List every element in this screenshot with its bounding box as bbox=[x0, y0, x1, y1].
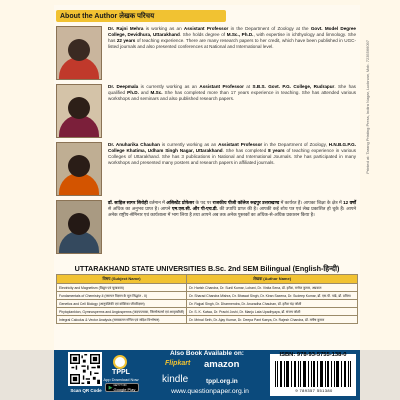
author-block-3 bbox=[56, 142, 356, 196]
barcode-number: 9 789357 551380 bbox=[295, 388, 333, 393]
table-row bbox=[57, 284, 358, 292]
kindle-logo[interactable]: kindle bbox=[162, 374, 189, 385]
author-photo-2 bbox=[56, 84, 102, 138]
tppl-logo-icon bbox=[113, 355, 127, 369]
author-cell: Dr. Harish Chandra, Dr. Sunil Kumar, Lohani, Dr. Vinita Sena, डॉ. हरीश, मनोज कुमार, अग्रवाल bbox=[187, 284, 358, 292]
university-series-title: UTTARAKHAND STATE UNIVERSITIES B.Sc. 2nd SEM Bilingual (English-हिन्दी) bbox=[74, 264, 340, 273]
portrait-head bbox=[68, 155, 90, 177]
author-photo-3 bbox=[56, 142, 102, 196]
about-author-header bbox=[56, 10, 226, 22]
google-play-text: GET IT ON Google Play bbox=[113, 383, 136, 392]
author-bio-2: Dr. Deepmala is currently working as an Assistant Professor at S.B.S. Govt. P.G. College, Rudrapur. She has qualified Ph.D. and M.Sc. She has completed more than 17 years experience in teaching. She has attended various workshops and seminars and also published research papers. bbox=[108, 84, 357, 101]
printer-info: Printed at: Tarang Printing Press, Indira Nagar, Lucknow, Mob. 7235566097 bbox=[365, 40, 370, 174]
qr-label: Scan QR Code bbox=[70, 388, 102, 393]
subject-author-table bbox=[56, 274, 358, 324]
author-photo-1 bbox=[56, 26, 102, 80]
table-row bbox=[57, 316, 358, 324]
google-play-badge[interactable] bbox=[105, 383, 139, 392]
app-download-label: App Download Now bbox=[103, 377, 139, 382]
author-cell: Dr. Rajpal Singh, Dr. Dharmendra, Dr. Anuradha Chauhan, डॉ. हरीश चंद्र जोशी bbox=[187, 300, 358, 308]
subject-column-header: विषय (Subject Name) bbox=[57, 275, 187, 284]
flipkart-logo[interactable]: Flipkart bbox=[165, 360, 191, 367]
tppl-brand: TPPL bbox=[112, 369, 130, 376]
about-author-label: About the Author लेखक परिचय bbox=[60, 12, 155, 20]
author-bio-1: Dr. Rajni Mehra is working as an Assistant Professor in the Department of Zoology at the Govt. Model Degree College, Devidhura, Uttarakhand. She holds degree of M.Sc., Ph.D., with expertise in ichthyology and limnology. She has 22 years of teaching experience. There are many research papers to her credit, which have been published in UGC-listed journals and also presented conferences at National and International level. bbox=[108, 26, 356, 49]
author-block-4 bbox=[56, 200, 356, 254]
portrait-head bbox=[68, 97, 90, 119]
subject-cell: Genetics and Cell Biology (आनुवंशिकी एवं कोशिका जीवविज्ञान) bbox=[57, 300, 187, 308]
author-cell: Dr. S. K. Kaiwa, Dr. Prachi Joshi, Dr. Manju Lata Upadhyaya, डॉ. संजय जोशी bbox=[187, 308, 358, 316]
also-available-heading: Also Book Available on: bbox=[170, 350, 244, 357]
author-cell: Dr. Mrinal Seth, Dr. Ajay Kumar, Dr. Deepa Pant Kaeya, Dr. Rajesh Chandra, डॉ. मनीष कुमार bbox=[187, 316, 358, 324]
questionpaper-website-link[interactable]: www.questionpaper.org.in bbox=[171, 388, 249, 395]
isbn-text: ISBN: 978-93-5755-138-0 bbox=[279, 352, 347, 358]
author-photo-4 bbox=[56, 200, 102, 254]
author-column-header: लेखक (Author Name) bbox=[187, 275, 358, 284]
author-block-2 bbox=[56, 84, 356, 138]
subject-cell: Fundamentals of Chemistry-II (रसायन विज्ञान के मूल सिद्धांत - II) bbox=[57, 292, 187, 300]
amazon-logo[interactable]: amazon bbox=[204, 359, 240, 370]
qr-code[interactable] bbox=[68, 352, 102, 386]
subject-cell: Electricity and Magnetism (विद्युत एवं चुम्बकत्व) bbox=[57, 284, 187, 292]
barcode-icon bbox=[274, 361, 352, 387]
table-row bbox=[57, 292, 358, 300]
subject-cell: Integral Calculus & Vector Analysis (समाकलन गणित एवं सदिश विश्लेषण) bbox=[57, 316, 187, 324]
portrait-head bbox=[68, 213, 90, 235]
portrait-head bbox=[68, 39, 90, 61]
author-bio-3: Dr. Anuharika Chauhan is currently working as an Assistant Professor in the Department of Zoology, H.N.B.G.P.G. College Khatima, Udham Singh Nagar, Uttarakhand. She has completed 8 years of teaching experience in various Colleges of Uttarakhand. She has 3 publications in National and International Journals. She has participated in many workshops and presented many posters and research papers in affiliated journals. bbox=[108, 142, 357, 165]
subject-cell: Phytoplankton, Gymnosperms and Angiosperms (पादपप्लवक, जिम्नोस्पर्म्स एवं आवृतबीजी) bbox=[57, 308, 187, 316]
author-block-1 bbox=[56, 26, 356, 80]
author-cell: Dr. Sharad Chandra Mishra, Dr. Bhawat Singh, Dr. Kiran Saxena, Dr. Sudeep Kumar, डॉ. एस.पी. पांडे, डॉ. प्रतिमा bbox=[187, 292, 358, 300]
table-row bbox=[57, 300, 358, 308]
play-triangle-icon: ▶ bbox=[108, 384, 113, 391]
table-row bbox=[57, 308, 358, 316]
tppl-website-link[interactable]: tppl.org.in bbox=[206, 378, 238, 385]
table-header-row bbox=[57, 275, 358, 284]
author-bio-4: डॉ. साहिल सागर सिरोही वर्तमान में असिस्टेंट प्रोफेसर के पद पर राजकीय पीजी कॉलेज रूद्रपुर उत्तराखण्ड में कार्यरत हैं। आपका शिक्षा के क्षेत्र में 12 वर्षों से अधिक का अनुभव प्राप्त है। आपने एम.एस.सी. और पी-एच.डी. की उपाधि प्राप्त की है। आपकी कई शोध पत्र एवं लेख प्रकाशित हो चुके हैं। आपने अनेक राष्ट्रीय-सेमिनार एवं कार्यशाला में भाग लिया है तथा आपने अब तक अनेक पुस्तकों का अधिक-से-अधिक प्रकाशन किया है। bbox=[108, 200, 356, 217]
